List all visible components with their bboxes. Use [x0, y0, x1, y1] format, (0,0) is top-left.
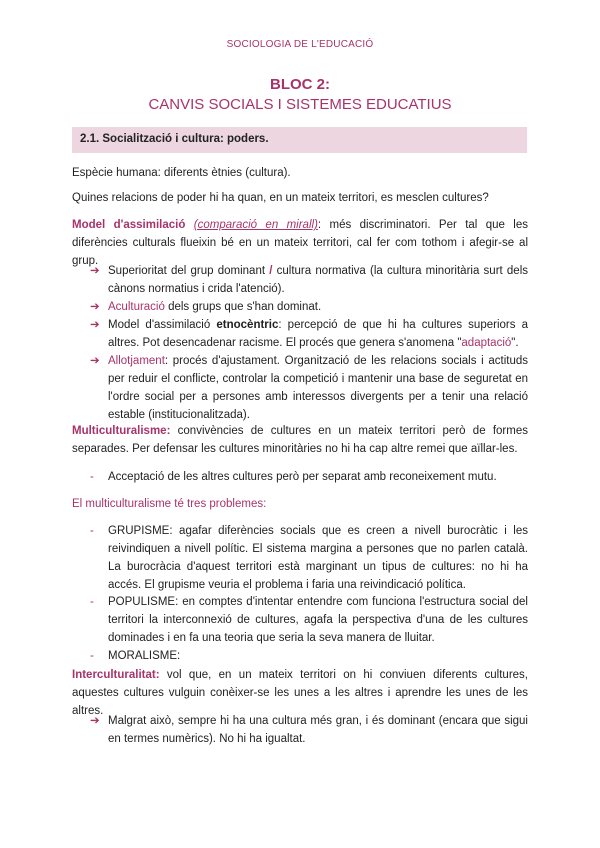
running-header: SOCIOLOGIA DE L'EDUCACIÓ: [226, 39, 374, 50]
list-item: Malgrat això, sempre hi ha una cultura més gran, i és dominant (encara que sigui en termes numèrics). No hi ha igualtat.: [108, 715, 528, 745]
bullet-text: : procés d'ajustament. Organització de les relacions socials i actituds per reduir el conflicte, controlar la competició i mantenir una base de seguretat en l'ordre social per a persones amb interessos divergents per a tenir una relació estable (institucionalitzada).: [108, 355, 528, 421]
bloc-subtitle: CANVIS SOCIALS I SISTEMES EDUCATIUS: [148, 96, 452, 113]
list-item: POPULISME: en comptes d'intentar entendre com funciona l'estructura social del territori la interconnexió de cultures, agafa la perspectiva d'una de les cultures dominades i en fa una teoria que seria la seva manera de lluitar.: [108, 596, 528, 644]
arrow-icon: ➔: [90, 265, 100, 277]
term-multiculturalism: Multiculturalisme:: [72, 425, 171, 437]
list-item: [108, 262, 528, 298]
bullet-text: : percepció de que hi ha cultures superiors a altres. Pot desencadenar racisme. El procés que genera s'anomena ": [108, 319, 528, 349]
bloc-title: BLOC 2:: [270, 76, 330, 93]
list-item: MORALISME:: [108, 650, 181, 662]
bullet-text: Model d'assimilació: [108, 319, 217, 331]
multiculturalism-text: convivències de cultures en un mateix territori però de formes separades. Per defensar les cultures minoritàries no hi ha cap altre remei que aïllar-les.: [72, 425, 528, 455]
paragraph-multiculturalism: [72, 422, 528, 458]
paragraph-question: Quines relacions de poder hi ha quan, en un mateix territori, es mesclen cultures?: [72, 192, 489, 204]
term-mirror: (comparació en mirall): [193, 219, 318, 231]
dash-marker: -: [90, 650, 94, 662]
assimilation-text: : més discriminatori. Per tal que les diferències culturals flueixin bé en un mateix territori, cal fer com tothom i afegir-se al grup.: [72, 219, 528, 267]
dash-marker: -: [90, 596, 94, 608]
bullet-text: cultura normativa (la cultura minoritària surt dels cànons normatius i crida l'atenció).: [108, 265, 528, 295]
paragraph-species: Espècie humana: diferents ètnies (cultura).: [72, 167, 291, 179]
problems-heading: El multiculturalisme té tres problemes:: [72, 498, 267, 510]
section-heading-bar: [72, 127, 527, 153]
interculturality-text: vol que, en un mateix territori on hi conviuen diferents cultures, aquestes cultures vulguin conèixer-se les unes a les altres i aprendre les unes de les altres.: [72, 669, 528, 717]
term-aculturacio: Aculturació: [108, 301, 165, 313]
list-item: [108, 316, 528, 352]
arrow-icon: ➔: [90, 319, 100, 331]
list-item: GRUPISME: agafar diferències socials que es creen a nivell burocràtic i les reivindiquen a nivell polític. El sistema margina a persones que no parlen català. La burocràcia d'aquest territori està marginant un tipus de cultures: no hi ha accés. El grupisme veuria el problema i faria una reivindicació política.: [108, 525, 528, 591]
bullet-text: ".: [511, 337, 519, 349]
dash-marker: -: [90, 471, 94, 483]
term-etnocentric: etnocèntric: [216, 319, 279, 331]
slash: /: [269, 265, 273, 277]
arrow-icon: ➔: [90, 355, 100, 367]
term-adaptacio: adaptació: [461, 337, 512, 349]
list-item: Acceptació de les altres cultures però per separat amb reconeixement mutu.: [108, 471, 497, 483]
dash-marker: -: [90, 525, 94, 537]
list-item: [108, 352, 528, 424]
term-allotjament: Allotjament: [108, 355, 165, 367]
bullet-text: dels grups que s'han dominat.: [164, 301, 322, 313]
term-assimilation: Model d'assimilació: [72, 219, 186, 231]
list-item: [108, 298, 528, 316]
term-interculturality: Interculturalitat:: [72, 669, 160, 681]
section-heading: 2.1. Socialització i cultura: poders.: [80, 133, 269, 145]
arrow-icon: ➔: [90, 715, 100, 727]
arrow-icon: ➔: [90, 301, 100, 313]
bullet-text: Superioritat del grup dominant: [108, 265, 270, 277]
